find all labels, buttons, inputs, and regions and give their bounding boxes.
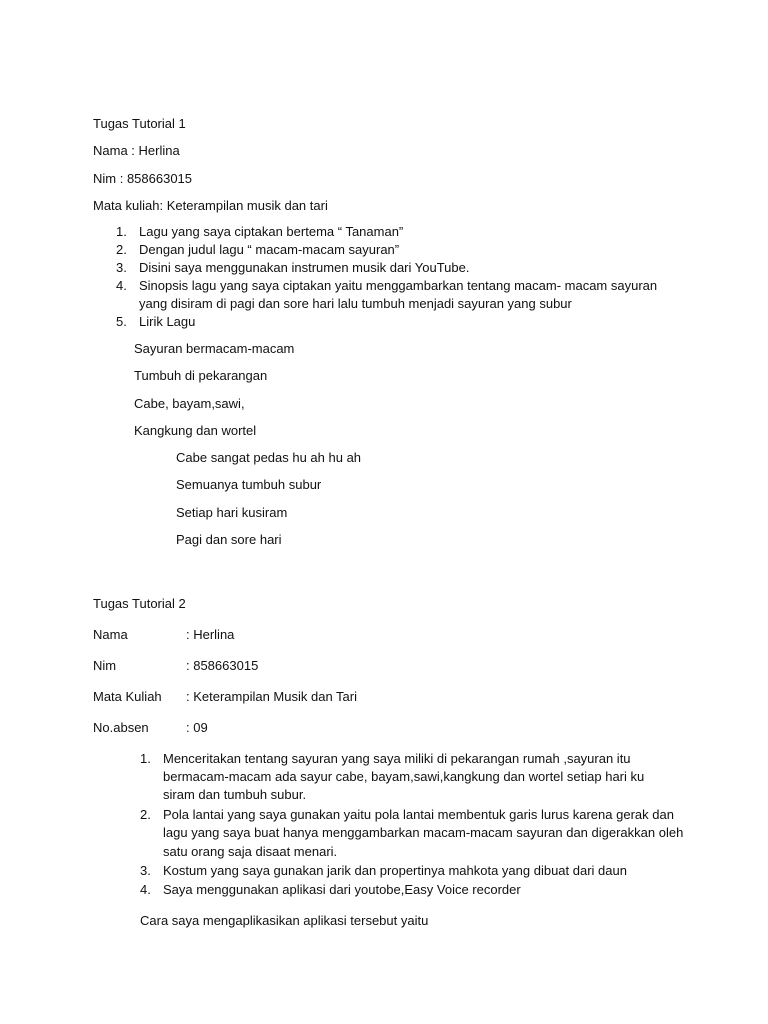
list-item-continuation: yang disiram di pagi dan sore hari lalu tumbuh menjadi sayuran yang subur <box>139 296 572 311</box>
field-value-noabsen: : 09 <box>186 720 208 735</box>
field-label-matkul: Mata Kuliah <box>93 689 162 704</box>
list-item: Disini saya menggunakan instrumen musik dari YouTube. <box>139 260 470 275</box>
closing-text: Cara saya mengaplikasikan aplikasi tersebut yaitu <box>140 913 429 928</box>
list-item: Lagu yang saya ciptakan bertema “ Tanaman” <box>139 224 404 239</box>
field-value-nama: : Herlina <box>186 627 235 642</box>
list-item: Lirik Lagu <box>139 314 196 329</box>
list-item-number: 4. <box>116 278 127 293</box>
field-label-nama: Nama <box>93 627 128 642</box>
lyric-line: Kangkung dan wortel <box>134 423 257 438</box>
field-value-nim: : 858663015 <box>186 658 259 673</box>
list-item-number: 4. <box>140 882 151 897</box>
field-label-nim: Nim <box>93 658 117 673</box>
tutorial1-title: Tugas Tutorial 1 <box>93 116 186 131</box>
list-item: Kostum yang saya gunakan jarik dan propertinya mahkota yang dibuat dari daun <box>163 863 627 878</box>
field-label-noabsen: No.absen <box>93 720 149 735</box>
field-value-matkul: : Keterampilan Musik dan Tari <box>186 689 358 704</box>
tutorial1-nim: Nim : 858663015 <box>93 171 193 186</box>
lyric-line: Tumbuh di pekarangan <box>134 368 268 383</box>
list-item-number: 1. <box>140 751 151 766</box>
list-item: Sinopsis lagu yang saya ciptakan yaitu menggambarkan tentang macam- macam sayuran <box>139 278 658 293</box>
list-item-number: 5. <box>116 314 127 329</box>
list-item: Saya menggunakan aplikasi dari youtobe,Easy Voice recorder <box>163 882 521 897</box>
list-item-continuation: lagu yang saya buat hanya menggambarkan macam-macam sayuran dan digerakkan oleh <box>163 825 684 840</box>
lyric-line: Sayuran bermacam-macam <box>134 341 295 356</box>
list-item-number: 3. <box>140 863 151 878</box>
lyric-line: Setiap hari kusiram <box>176 505 288 520</box>
list-item-continuation: bermacam-macam ada sayur cabe, bayam,sawi,kangkung dan wortel setiap hari ku <box>163 769 645 784</box>
list-item: Dengan judul lagu “ macam-macam sayuran” <box>139 242 400 257</box>
lyric-line: Cabe sangat pedas hu ah hu ah <box>176 450 362 465</box>
tutorial2-title: Tugas Tutorial 2 <box>93 596 186 611</box>
lyric-line: Cabe, bayam,sawi, <box>134 396 245 411</box>
lyric-line: Semuanya tumbuh subur <box>176 477 322 492</box>
list-item-continuation: satu orang saja disaat menari. <box>163 844 338 859</box>
lyric-line: Pagi dan sore hari <box>176 532 282 547</box>
list-item-number: 2. <box>116 242 127 257</box>
tutorial1-matkul: Mata kuliah: Keterampilan musik dan tari <box>93 198 328 213</box>
list-item-number: 3. <box>116 260 127 275</box>
list-item-continuation: siram dan tumbuh subur. <box>163 787 307 802</box>
tutorial1-nama: Nama : Herlina <box>93 143 180 158</box>
list-item-number: 2. <box>140 807 151 822</box>
list-item: Pola lantai yang saya gunakan yaitu pola lantai membentuk garis lurus karena gerak dan <box>163 807 674 822</box>
list-item-number: 1. <box>116 224 127 239</box>
list-item: Menceritakan tentang sayuran yang saya miliki di pekarangan rumah ,sayuran itu <box>163 751 631 766</box>
